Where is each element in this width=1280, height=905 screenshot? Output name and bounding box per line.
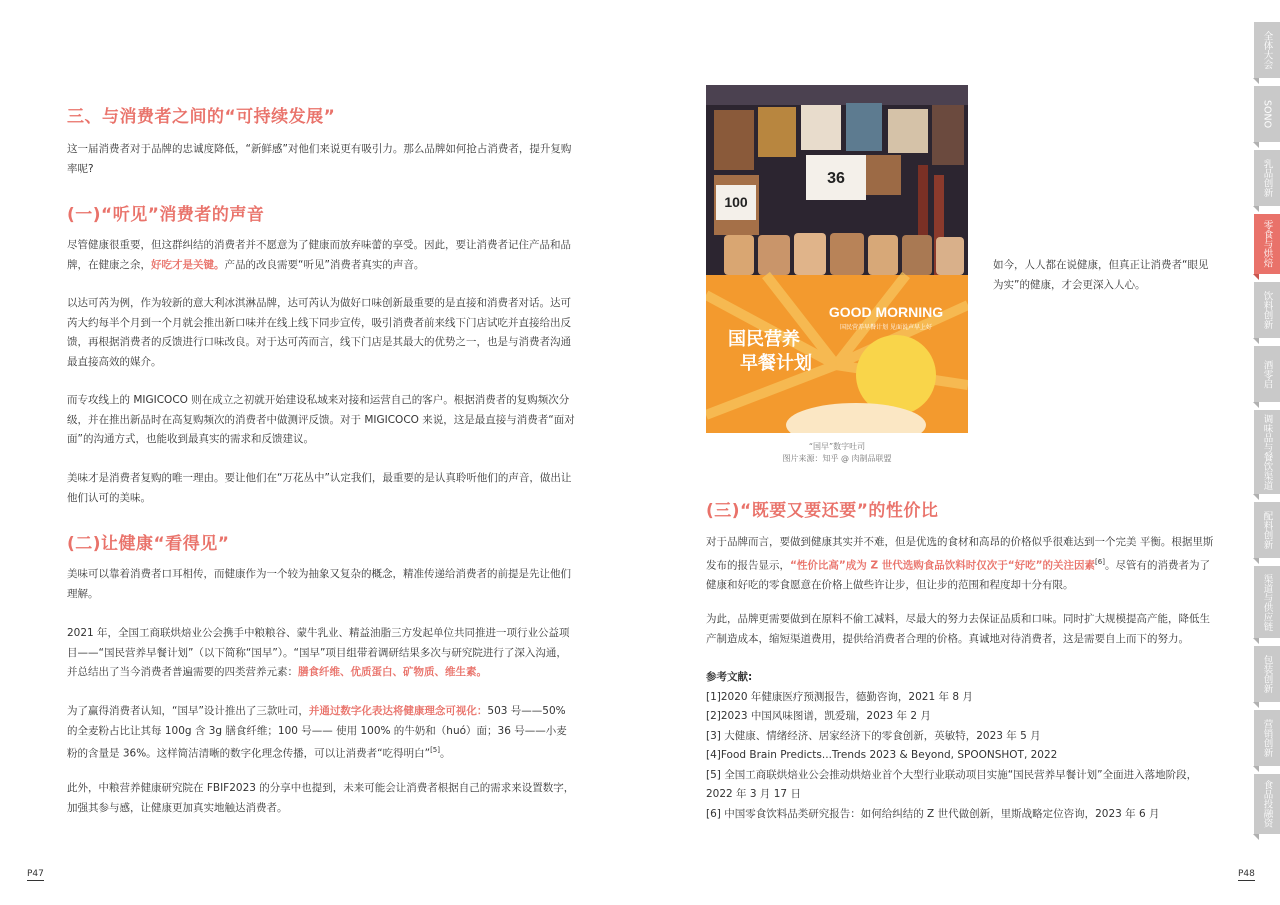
tab-investment[interactable]	[1254, 774, 1280, 834]
intro-paragraph: 这一届消费者对于品牌的忠诚度降低，“新鲜感”对他们来说更有吸引力。那么品牌如何抢占消费者，提升复购率呢?	[67, 143, 572, 175]
tab-label: 酒零启	[1261, 359, 1273, 389]
reference-item: [6] 中国零食饮料品类研究报告：如何给纠结的 Z 世代做创新，里斯战略定位咨询，2023 年 6 月	[706, 807, 1160, 820]
logo-line-1: 国民营养	[728, 329, 800, 350]
reference-item: [5] 全国工商联烘焙业公会推动烘焙业首个大型行业联动项目实施“国民营养早餐计划”全面进入落地阶段，2022 年 3 月 17 日	[706, 768, 1198, 800]
caption-title: “国早”数字吐司	[808, 442, 866, 451]
tab-full-conference[interactable]	[1254, 22, 1280, 78]
paragraph: 美味才是消费者复购的唯一理由。要让他们在“万花丛中”认定我们，最重要的是认真聆听他们的声音，做出让他们认可的美味。	[67, 472, 572, 504]
sign-subline: 国民营养早餐计划 见面说声早上好	[840, 324, 932, 331]
tab-label: 渠道与供应链	[1261, 573, 1273, 631]
text-run: 产品的改良需要“听见”消费者真实的声音。	[224, 258, 425, 271]
tab-alcohol[interactable]	[1254, 346, 1280, 402]
section-heading: 三、与消费者之间的“可持续发展”	[67, 107, 336, 127]
reference-item: [2]2023 中国风味图谱，凯爱瑞，2023 年 2 月	[706, 710, 931, 722]
page-number-left: P47	[27, 869, 44, 879]
tab-sono[interactable]	[1254, 86, 1280, 142]
reference-item: [1]2020 年健康医疗预测报告，德勤咨询，2021 年 8 月	[706, 690, 973, 703]
paragraph	[67, 702, 575, 764]
highlight-text: 膳食纤维、优质蛋白、矿物质、维生素。	[298, 666, 487, 678]
caption-source: 图片来源：知乎 @ 肉制品联盟	[782, 454, 892, 463]
sign-headline: GOOD MORNING	[828, 304, 944, 320]
tab-snacks-bakery[interactable]	[1254, 214, 1280, 274]
product-photo	[706, 85, 968, 433]
tab-label: 全体大会	[1261, 31, 1273, 69]
paragraph: 以达可芮为例，作为较新的意大利冰淇淋品牌，达可芮认为做好口味创新最重要的是直接和消费者对话。达可芮大约每半个月到一个月就会推出新口味并在线上线下同步宣传，吸引消费者前来线下门店试吃并直接给出反馈，再根据消费者的反馈进行口味改良。对于达可芮而言，线下门店是其最大的优势之一，也是与消费者沟通最直接高效的媒介。	[67, 297, 571, 368]
reference-item: [3] 大健康、情绪经济、居家经济下的零食创新，英敏特，2023 年 5 月	[706, 729, 1041, 742]
paragraph	[67, 624, 575, 683]
tab-marketing[interactable]	[1254, 710, 1280, 766]
references	[706, 668, 1216, 824]
text-run: 对于品牌而言，要做到健康其实并不难，但是优选的食材和高昂的价格似乎很难达到一个完美 平衡。根据里斯发布的报告显示，	[706, 536, 1214, 571]
tab-packaging[interactable]	[1254, 646, 1280, 702]
page-number-right: P48	[1238, 869, 1255, 879]
highlight-text: “性价比高”成为 Z 世代选购食品饮料时仅次于“好吃”的关注因素	[790, 559, 1096, 571]
references-title: 参考文献:	[706, 671, 753, 683]
subsection-title-2: (二)让健康“看得见”	[67, 534, 230, 554]
citation-marker: [6]	[1095, 557, 1105, 566]
tab-beverage[interactable]	[1254, 282, 1280, 338]
text-run: 2021 年，全国工商联烘焙业公会携手中粮粮谷、蒙牛乳业、精益油脂三方发起单位共同推进一项行业公益项目——“国民营养早餐计划”（以下简称“国早”）。“国早”项目组带着调研结果多次与研究院进行了深入沟通，并总结出了当今消费者普遍需要的四类营养元素：	[67, 627, 570, 678]
text-run: 503 号——50% 的全麦粉占比让其每 100g 含 3g 膳食纤维；100 号—— 使用 100% 的牛奶和（huó）面；36 号——小麦粉的含量是 36%。这样简洁清晰的数字化理念传播，可以让消费者“吃得明白”	[67, 705, 567, 760]
tab-label: 营销创新	[1261, 719, 1273, 757]
highlight-text: 并通过数字化表达将健康理念可视化：	[308, 705, 488, 717]
subsection-title-3: (三)“既要又要还要”的性价比	[706, 501, 939, 521]
text-run: 尽管健康很重要，但这群纠结的消费者并不愿意为了健康而放弃味蕾的享受。因此，要让消费者记住产品和品牌，在健康之余，	[67, 239, 571, 271]
text-run: 。	[439, 747, 451, 760]
logo-line-2: 早餐计划	[740, 353, 812, 374]
photo-caption	[706, 441, 968, 465]
paragraph	[706, 533, 1216, 595]
paragraph	[67, 236, 575, 275]
tab-dairy[interactable]	[1254, 150, 1280, 206]
citation-marker: [5]	[430, 746, 440, 754]
subsection-title-1: (一)“听见”消费者的声音	[67, 205, 265, 225]
side-quote: 如今，人人都在说健康，但真正让消费者“眼见为实”的健康，才会更深入人心。	[993, 259, 1209, 291]
tab-ingredients[interactable]	[1254, 502, 1280, 558]
paragraph: 为此，品牌更需要做到在原料不偷工减料，尽最大的努力去保证品质和口味。同时扩大规模提高产能，降低生产制造成本，缩短渠道费用，提供给消费者合理的价格。真诚地对待消费者，这是需要自上而下的努力。	[706, 613, 1210, 645]
reference-item: [4]Food Brain Predicts...Trends 2023 & Beyond, SPOONSHOT, 2022	[706, 749, 1058, 761]
tab-condiments[interactable]	[1254, 410, 1280, 494]
tab-channel-supply[interactable]	[1254, 566, 1280, 638]
photo-illustration	[706, 85, 968, 433]
tab-label: 饮料创新	[1261, 291, 1273, 329]
label-36: 36	[827, 170, 845, 187]
highlight-text: 好吃才是关键。	[151, 258, 225, 271]
paragraph: 美味可以靠着消费者口耳相传，而健康作为一个较为抽象又复杂的概念，精准传递给消费者的前提是先让他们理解。	[67, 568, 571, 600]
tab-label: 包装创新	[1261, 655, 1273, 693]
label-100: 100	[724, 194, 748, 210]
text-run: 为了赢得消费者认知，“国早”设计推出了三款吐司，	[67, 705, 309, 717]
tab-label: 调味品与餐饮渠道	[1261, 414, 1273, 490]
text-run: 。尽管有的消费者为了健康和好吃的零食愿意在价格上做些许让步，但让步的范围和程度却十分有限。	[706, 559, 1210, 591]
tab-label: 配料创新	[1261, 511, 1273, 549]
paragraph: 此外，中粮营养健康研究院在 FBIF2023 的分享中也提到，未来可能会让消费者根据自己的需求来设置数字，加强其参与感，让健康更加真实地触达消费者。	[67, 782, 575, 814]
tab-label: 乳品创新	[1261, 159, 1273, 197]
tab-label: 食品投融资	[1261, 780, 1273, 828]
tab-label: SONO	[1261, 99, 1273, 129]
tab-label: 零食与烘焙	[1261, 220, 1273, 268]
paragraph: 而专攻线上的 MIGICOCO 则在成立之初就开始建设私域来对接和运营自己的客户。根据消费者的复购频次分级，并在推出新品时在高复购频次的消费者中做测评反馈。对于 MIGICOCO 来说，这是最直接与消费者“面对面”的沟通方式，也能收到最真实的需求和反馈建议。	[67, 394, 575, 445]
